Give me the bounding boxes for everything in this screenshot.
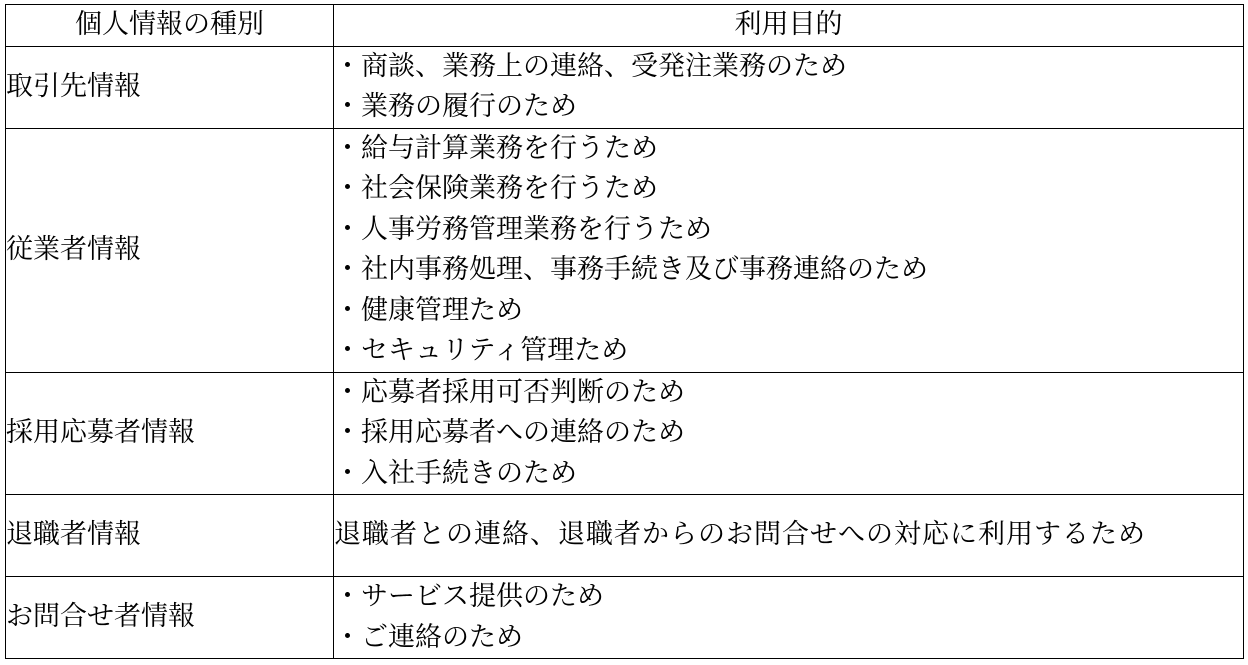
info-type-cell: 採用応募者情報 [6, 372, 334, 495]
header-purpose: 利用目的 [334, 5, 1244, 47]
bullet-mark: ・ [334, 294, 361, 326]
table-row [6, 577, 1244, 659]
purpose-text: サービス提供のため [361, 581, 604, 612]
purpose-list [334, 47, 1243, 128]
table-row [6, 128, 1244, 372]
purpose-text: 業務の履行のため [361, 91, 577, 122]
bullet-mark: ・ [334, 132, 361, 164]
purpose-text: 社会保険業務を行うため [361, 173, 658, 204]
purpose-text: 給与計算業務を行うため [361, 132, 658, 164]
purpose-item [334, 250, 1243, 291]
table-row [6, 46, 1244, 128]
bullet-mark: ・ [334, 621, 361, 653]
bullet-mark: ・ [334, 213, 361, 245]
purpose-item [334, 210, 1243, 251]
purpose-item [334, 291, 1243, 332]
info-type-cell: 退職者情報 [6, 495, 334, 577]
table-row [6, 495, 1244, 577]
bullet-mark: ・ [334, 457, 361, 489]
bullet-mark: ・ [334, 581, 361, 612]
table-header-row [6, 5, 1244, 47]
purpose-list [334, 577, 1243, 658]
purpose-text: ご連絡のため [361, 621, 523, 653]
purpose-cell [334, 128, 1244, 372]
purpose-item [334, 577, 1243, 618]
purpose-item [334, 618, 1243, 659]
table-row [6, 372, 1244, 495]
purpose-item [334, 129, 1243, 170]
purpose-cell [334, 495, 1244, 577]
purpose-item [334, 331, 1243, 372]
purpose-item [334, 47, 1243, 88]
purpose-text: 退職者との連絡、退職者からのお問合せへの対応に利用するため [334, 519, 1146, 551]
purpose-cell [334, 577, 1244, 659]
purpose-text: 応募者採用可否判断のため [361, 376, 685, 408]
purpose-item [334, 454, 1243, 495]
document-page [5, 4, 1243, 659]
purpose-text: 健康管理ため [361, 294, 523, 326]
bullet-mark: ・ [334, 173, 361, 204]
purpose-list [334, 129, 1243, 372]
purpose-text: 社内事務処理、事務手続き及び事務連絡のため [361, 254, 928, 285]
bullet-mark: ・ [334, 417, 361, 448]
purpose-text: 商談、業務上の連絡、受発注業務のため [361, 50, 847, 82]
purpose-text: 入社手続きのため [361, 457, 577, 489]
purpose-item [334, 373, 1243, 414]
purpose-item [334, 413, 1243, 454]
bullet-mark: ・ [334, 335, 361, 366]
bullet-mark: ・ [334, 50, 361, 82]
purpose-cell [334, 46, 1244, 128]
bullet-mark: ・ [334, 254, 361, 285]
info-type-cell: お問合せ者情報 [6, 577, 334, 659]
personal-info-purpose-table [5, 4, 1244, 659]
bullet-mark: ・ [334, 376, 361, 408]
header-info-type: 個人情報の種別 [6, 5, 334, 47]
purpose-list [334, 373, 1243, 495]
info-type-cell: 取引先情報 [6, 46, 334, 128]
purpose-item [334, 169, 1243, 210]
bullet-mark: ・ [334, 91, 361, 122]
purpose-text: セキュリティ管理ため [361, 335, 629, 366]
purpose-text: 人事労務管理業務を行うため [361, 213, 712, 245]
purpose-cell [334, 372, 1244, 495]
purpose-item [334, 87, 1243, 128]
info-type-cell: 従業者情報 [6, 128, 334, 372]
purpose-text: 採用応募者への連絡のため [361, 417, 685, 448]
